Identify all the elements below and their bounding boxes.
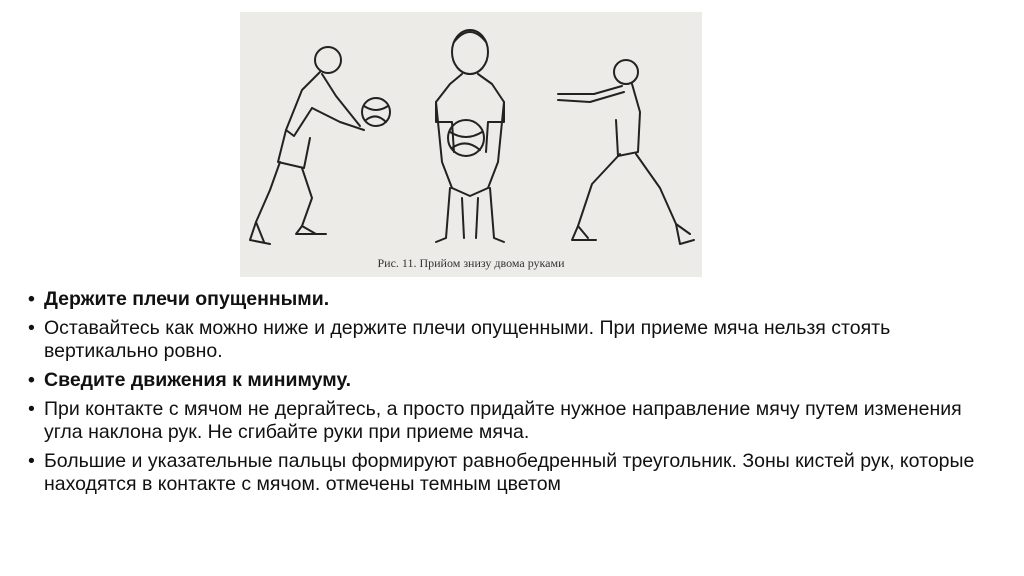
player-left [250, 47, 364, 244]
bullet-text: При контакте с мячом не дергайтесь, а просто придайте нужное направление мячу путем изменения угла наклона рук. Не сгибайте руки при приеме мяча. [44, 398, 962, 443]
list-item [28, 317, 988, 363]
bullet-marker: • [28, 317, 35, 339]
bullet-marker: • [28, 398, 35, 420]
bullet-text: Оставайтесь как можно ниже и держите плечи опущенными. При приеме мяча нельзя стоять вертикально ровно. [44, 317, 891, 362]
list-item [28, 369, 988, 392]
bullet-text: Держите плечи опущенными. [44, 288, 330, 310]
list-item [28, 398, 988, 444]
list-item [28, 288, 988, 311]
bullet-list [28, 288, 988, 502]
figure-caption: Рис. 11. Прийом знизу двома руками [377, 256, 565, 270]
bullet-text: Большие и указательные пальцы формируют равнобедренный треугольник. Зоны кистей рук, которые находятся в контакте с мячом. отмечены темным цветом [44, 450, 975, 495]
player-right [558, 60, 694, 244]
players-drawing [240, 12, 702, 277]
bullet-marker: • [28, 450, 35, 472]
bullet-marker: • [28, 369, 35, 391]
bullet-text: Сведите движения к минимуму. [44, 369, 351, 391]
list-item [28, 450, 988, 496]
volleyball-illustration [240, 12, 702, 277]
bullet-marker: • [28, 288, 35, 310]
